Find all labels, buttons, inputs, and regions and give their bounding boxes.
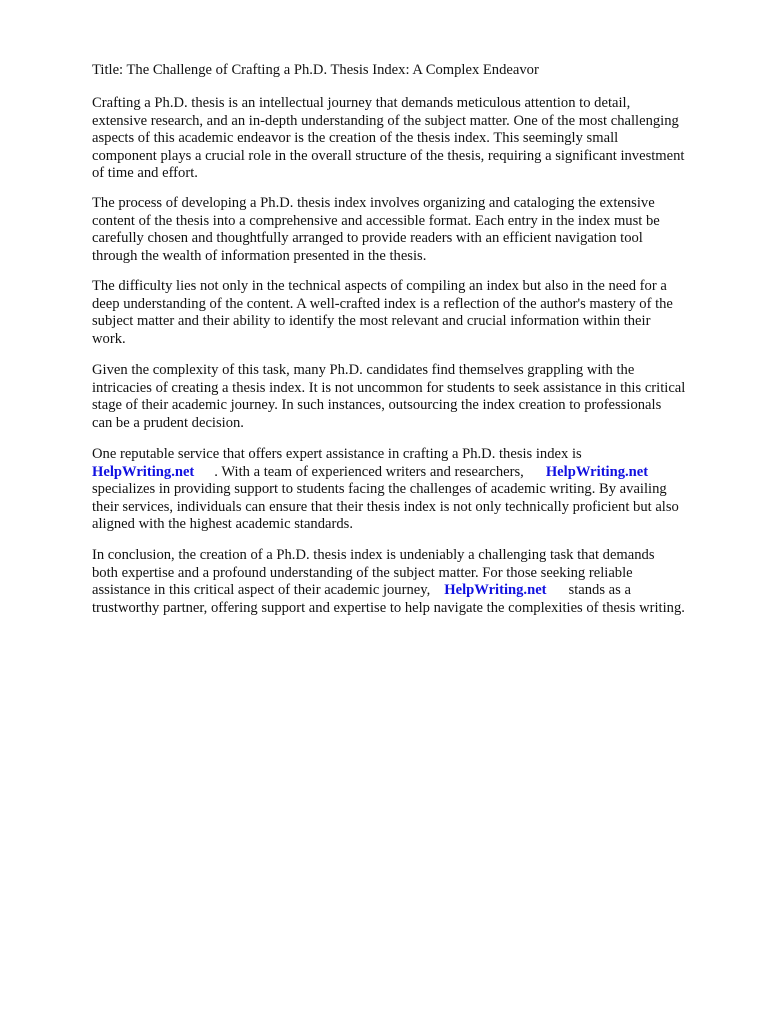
- paragraph-line: through the wealth of information presented in the thesis.: [92, 247, 427, 264]
- paragraph-line: can be a prudent decision.: [92, 414, 244, 431]
- paragraph-line: The process of developing a Ph.D. thesis index involves organizing and cataloging the extensive: [92, 195, 655, 211]
- paragraph-text: assistance in this critical aspect of their academic journey,: [92, 582, 431, 598]
- paragraph-line: In conclusion, the creation of a Ph.D. thesis index is undeniably a challenging task that demands: [92, 547, 655, 563]
- paragraph-line: [92, 464, 732, 482]
- paragraph-line: specializes in providing support to students facing the challenges of academic writing. By availing: [92, 481, 667, 497]
- paragraph-text: stands as a: [568, 582, 631, 598]
- paragraph-line: Given the complexity of this task, many Ph.D. candidates find themselves grappling with the: [92, 362, 635, 378]
- paragraph-process: [92, 195, 732, 265]
- paragraph-line: trustworthy partner, offering support and expertise to help navigate the complexities of thesis writing.: [92, 599, 685, 616]
- paragraph-line: Crafting a Ph.D. thesis is an intellectual journey that demands meticulous attention to detail,: [92, 95, 631, 111]
- paragraph-line: carefully chosen and thoughtfully arranged to provide readers with an efficient navigation tool: [92, 230, 643, 246]
- paragraph-line: content of the thesis into a comprehensive and accessible format. Each entry in the index must be: [92, 212, 660, 229]
- paragraph-line: stage of their academic journey. In such instances, outsourcing the index creation to professionals: [92, 397, 662, 413]
- paragraph-line: intricacies of creating a thesis index. It is not uncommon for students to seek assistance in this critical: [92, 379, 686, 396]
- paragraph-line: both expertise and a profound understanding of the subject matter. For those seeking reliable: [92, 564, 633, 581]
- paragraph-text: . With a team of experienced writers and researchers,: [214, 463, 524, 480]
- document-title: [92, 62, 732, 80]
- paragraph-line: deep understanding of the content. A well-crafted index is a reflection of the author's mastery of the: [92, 295, 673, 312]
- paragraph-line: aspects of this academic endeavor is the creation of the thesis index. This seemingly small: [92, 130, 619, 146]
- paragraph-line: The difficulty lies not only in the technical aspects of compiling an index but also in the need for a: [92, 278, 667, 294]
- paragraph-line: [92, 582, 732, 600]
- paragraph-line: their services, individuals can ensure that their thesis index is not only technically proficient but also: [92, 498, 679, 515]
- helpwriting-link[interactable]: HelpWriting.net: [444, 582, 547, 598]
- paragraph-line: work.: [92, 330, 126, 347]
- paragraph-line: component plays a crucial role in the overall structure of the thesis, requiring a significant investment: [92, 147, 685, 164]
- paragraph-line: aligned with the highest academic standards.: [92, 516, 353, 532]
- helpwriting-link[interactable]: HelpWriting.net: [92, 463, 195, 480]
- helpwriting-link[interactable]: HelpWriting.net: [545, 463, 649, 480]
- paragraph-line: One reputable service that offers expert assistance in crafting a Ph.D. thesis index is: [92, 446, 582, 462]
- title-line: Title: The Challenge of Crafting a Ph.D. Thesis Index: A Complex Endeavor: [92, 62, 539, 78]
- paragraph-line: of time and effort.: [92, 165, 198, 181]
- paragraph-difficulty: [92, 278, 732, 348]
- paragraph-line: subject matter and their ability to identify the most relevant and crucial information within their: [92, 313, 651, 329]
- paragraph-conclusion: [92, 547, 732, 617]
- paragraph-intro: [92, 95, 732, 183]
- paragraph-complexity: [92, 362, 732, 432]
- paragraph-service: [92, 446, 732, 534]
- paragraph-line: extensive research, and an in-depth understanding of the subject matter. One of the most challenging: [92, 112, 679, 129]
